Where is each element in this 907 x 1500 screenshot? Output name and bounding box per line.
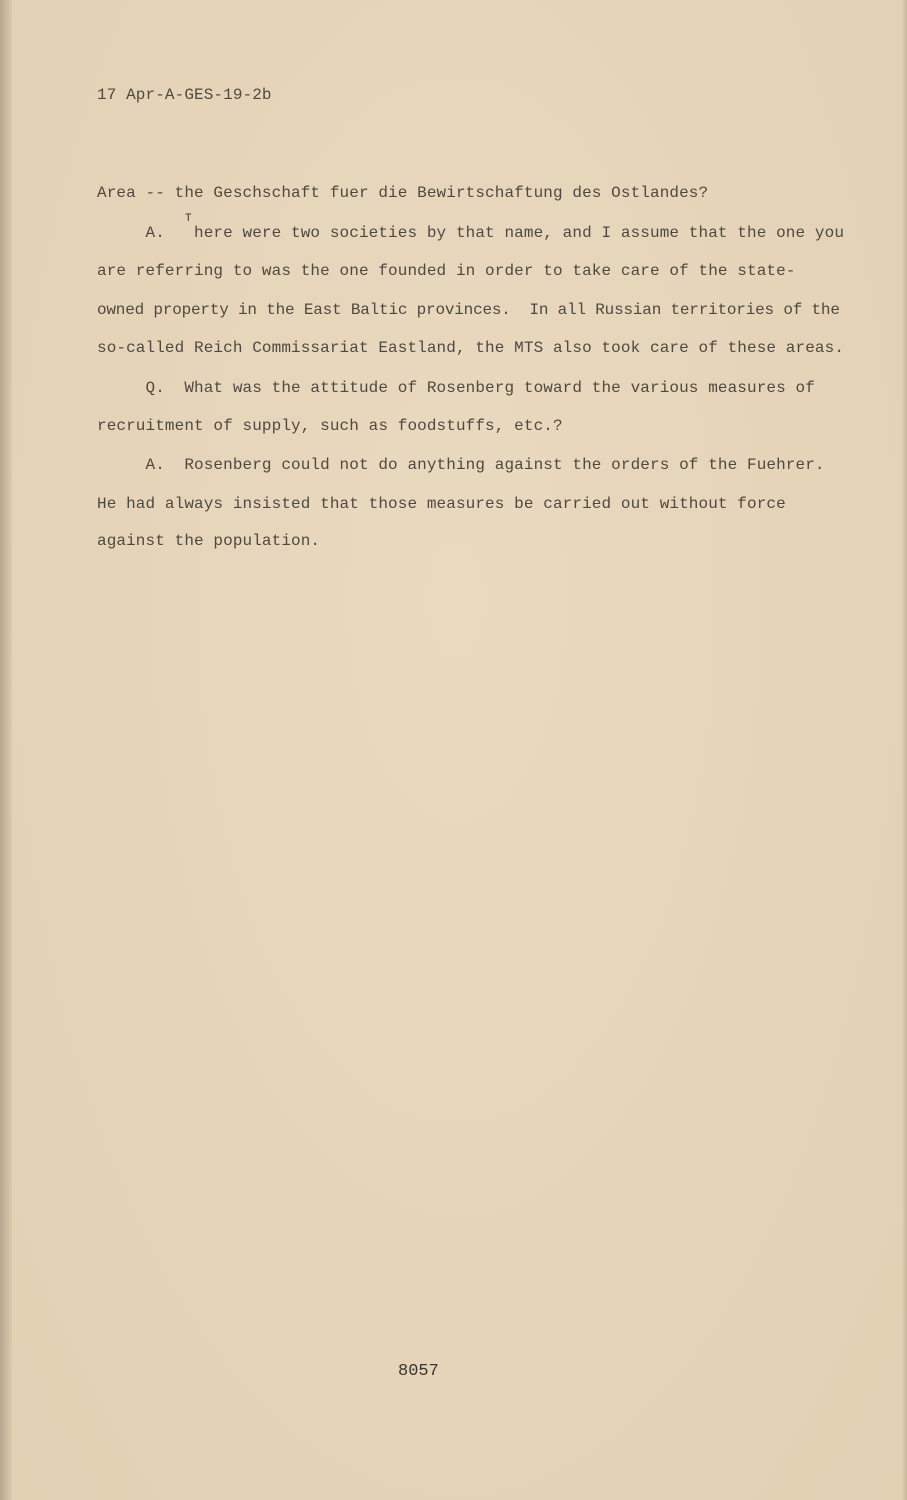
text-line: Q. What was the attitude of Rosenberg toward the various measures of (97, 379, 815, 397)
text-line: against the population. (97, 532, 321, 550)
page-edge-right (901, 0, 907, 1500)
text-line: recruitment of supply, such as foodstuffs, etc.? (97, 417, 563, 435)
document-reference: 17 Apr-A-GES-19-2b (97, 86, 272, 104)
text-line: are referring to was the one founded in order to take care of the state- (97, 262, 796, 280)
handwritten-insertion: T (185, 213, 192, 225)
page-edge-shadow (0, 0, 12, 1500)
text-line: Area -- the Geschschaft fuer die Bewirtschaftung des Ostlandes? (97, 184, 709, 202)
text-line: He had always insisted that those measures be carried out without force (97, 495, 786, 513)
page-number: 8057 (398, 1362, 439, 1381)
text-line: so-called Reich Commissariat Eastland, the MTS also took care of these areas. (97, 339, 845, 357)
text-line: A. Rosenberg could not do anything against the orders of the Fuehrer. (97, 456, 825, 474)
text-line: owned property in the East Baltic provinces. In all Russian territories of the (97, 301, 840, 319)
text-line: A. here were two societies by that name, and I assume that the one you (97, 224, 845, 242)
